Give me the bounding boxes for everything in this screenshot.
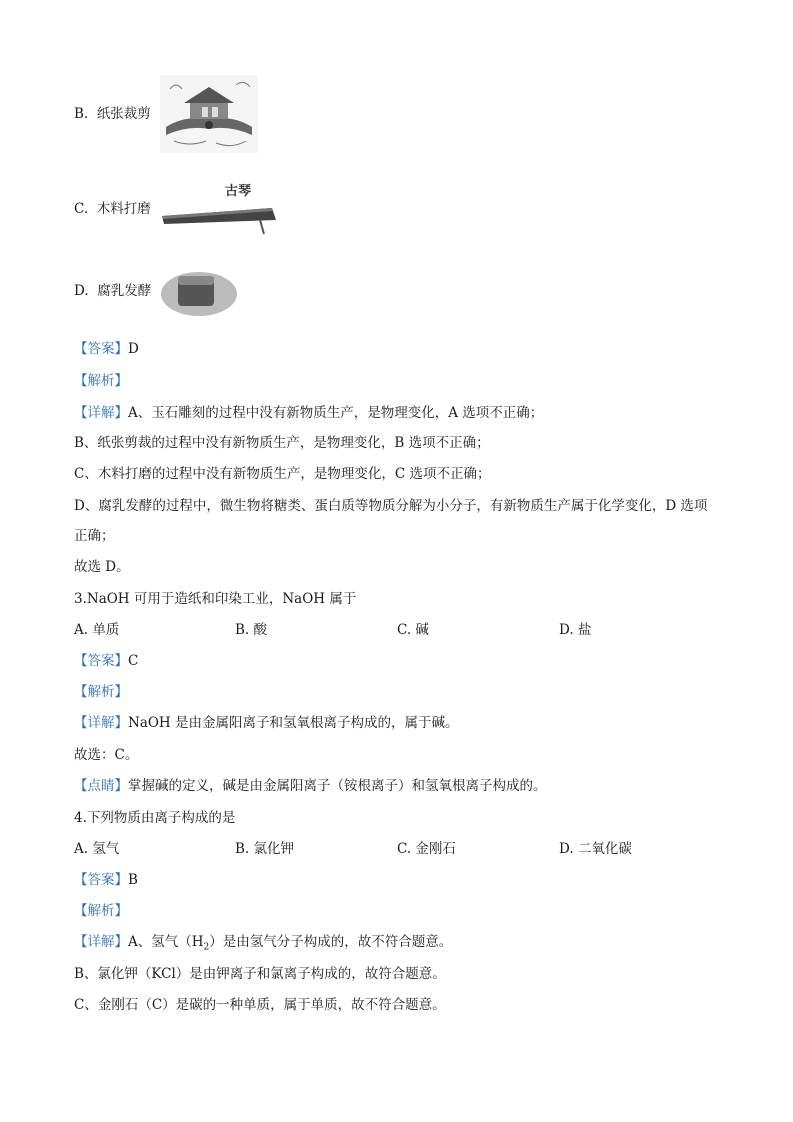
wood-stamp-label: 古琴 (225, 184, 252, 199)
q3-question: 3.NaOH 可用于造纸和印染工业，NaOH 属于 (74, 591, 357, 607)
q2-detail-line: D、腐乳发酵的过程中，微生物将糖类、蛋白质等物质分解为小分子，有新物质生产属于化学变化，D 选项 (74, 498, 708, 514)
q3-option-d: D. 盐 (559, 622, 592, 638)
q2-detail-line: 正确； (74, 528, 115, 544)
q4-option-b: B. 氯化钾 (235, 841, 295, 857)
q4-question: 4.下列物质由离子构成的是 (74, 810, 236, 826)
q3-analysis-heading: 【解析】 (74, 684, 128, 700)
q4-option-d: D. 二氧化碳 (559, 841, 632, 857)
q3-point: 【点睛】掌握碱的定义，碱是由金属阳离子（铵根离子）和氢氧根离子构成的。 (74, 778, 547, 794)
q2-detail-line: B、纸张剪裁的过程中没有新物质生产，是物理变化，B 选项不正确； (74, 435, 490, 451)
wood-polishing-image (160, 198, 278, 238)
q4-option-c: C. 金刚石 (397, 841, 456, 857)
fermented-tofu-image (158, 258, 240, 320)
q2-detail-line: 【详解】A、玉石雕刻的过程中没有新物质生产，是物理变化，A 选项不正确； (74, 405, 544, 421)
q3-detail: 【详解】NaOH 是由金属阳离子和氢氧根离子构成的，属于碱。 (74, 715, 459, 731)
q2-conclusion: 故选 D。 (74, 559, 130, 575)
option-d: D. 腐乳发酵 (74, 283, 152, 299)
q2-analysis-heading: 【解析】 (74, 373, 128, 389)
option-b: B. 纸张裁剪 (74, 106, 151, 122)
q4-analysis-heading: 【解析】 (74, 903, 128, 919)
q3-answer: 【答案】C (74, 653, 139, 669)
q3-conclusion: 故选：C。 (74, 747, 139, 763)
paper-cutting-image (160, 75, 258, 153)
q4-detail-b: B、氯化钾（KCl）是由钾离子和氯离子构成的，故符合题意。 (74, 966, 446, 982)
q2-answer: 【答案】D (74, 341, 139, 357)
q4-detail-a: 【详解】A、氢气$(H_2)$是由氢气分子构成的，故不符合题意。 (74, 934, 453, 953)
option-c: C. 木料打磨 (74, 201, 151, 217)
q2-detail-line: C、木料打磨的过程中没有新物质生产，是物理变化，C 选项不正确； (74, 466, 491, 482)
q3-option-b: B. 酸 (235, 622, 268, 638)
q3-option-a: A. 单质 (74, 622, 120, 638)
q4-detail-c: C、金刚石（C）是碳的一种单质，属于单质，故不符合题意。 (74, 997, 446, 1013)
q3-option-c: C. 碱 (397, 622, 429, 638)
q4-option-a: A. 氢气 (74, 841, 120, 857)
q4-answer: 【答案】B (74, 872, 138, 888)
